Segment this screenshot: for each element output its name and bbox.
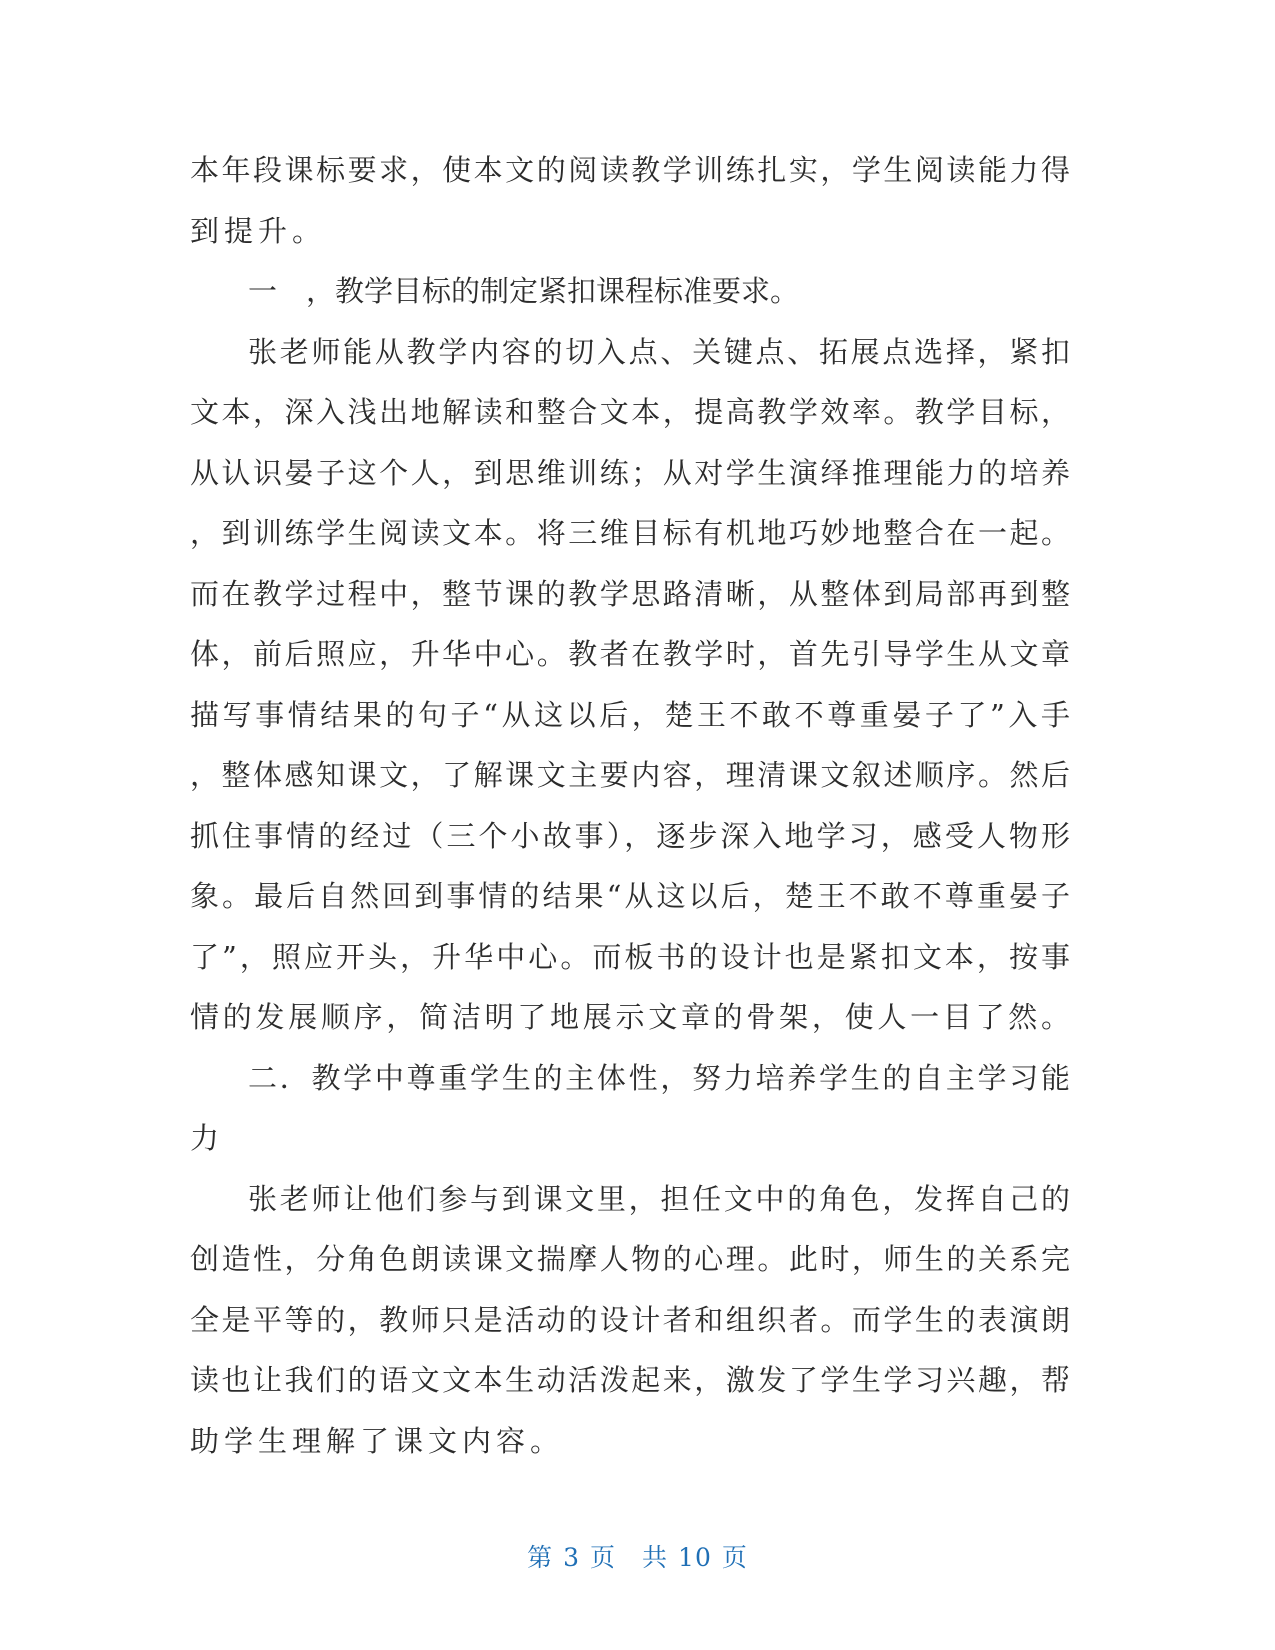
text-line [190,1350,1070,1411]
line-text: 从认识晏子这个人，到思维训练；从对学生演绎推理能力的培养 [190,455,1070,490]
page-number-footer [0,1538,1275,1574]
text-line [190,987,1070,1048]
text-line [190,1229,1070,1290]
section-heading [190,1048,1070,1109]
text-line [190,443,1070,504]
text-line [190,564,1070,625]
text-line [190,503,1070,564]
line-text: ，整体感知课文，了解课文主要内容，理清课文叙述顺序。然后 [190,758,1070,792]
total-page-count: 10 [678,1543,712,1572]
line-text: 一 ，教学目标的制定紧扣课程标准要求。 [248,274,800,308]
text-line [190,866,1070,927]
line-text: 而在教学过程中，整节课的教学思路清晰，从整体到局部再到整 [190,576,1070,611]
text-line [190,927,1070,988]
line-text: 读也让我们的语文文本生动活泼起来，激发了学生学习兴趣，帮 [190,1363,1070,1397]
text-line [190,1169,1070,1230]
line-text: 全是平等的，教师只是活动的设计者和组织者。而学生的表演朗 [190,1302,1070,1337]
line-text: 力 [190,1121,225,1155]
section-heading-cont [190,1108,1070,1169]
text-line [190,140,1070,201]
text-line [190,382,1070,443]
line-text: 文本，深入浅出地解读和整合文本，提高教学效率。教学目标， [190,395,1070,429]
text-line [190,1290,1070,1351]
footer-suffix: 页 [721,1543,748,1572]
footer-middle: 页 共 [590,1543,669,1572]
text-line [190,201,1070,262]
text-line [190,1411,1070,1472]
footer-prefix: 第 [527,1543,554,1572]
text-line [190,322,1070,383]
line-text: ，到训练学生阅读文本。将三维目标有机地巧妙地整合在一起。 [190,516,1070,550]
text-line [190,806,1070,867]
text-line [190,745,1070,806]
line-text: 本年段课标要求，使本文的阅读教学训练扎实，学生阅读能力得 [190,153,1070,187]
line-text: 情的发展顺序，简洁明了地展示文章的骨架，使人一目了然。 [190,1000,1070,1034]
line-text: 了”，照应开头，升华中心。而板书的设计也是紧扣文本，按事 [190,939,1070,974]
line-text: 到提升。 [190,213,327,248]
line-text: 张老师能从教学内容的切入点、关键点、拓展点选择，紧扣 [248,334,1070,369]
line-text: 助学生理解了课文内容。 [190,1423,565,1458]
current-page-number: 3 [563,1543,581,1572]
line-text: 象。最后自然回到事情的结果“从这以后，楚王不敢不尊重晏子 [190,879,1070,913]
text-line [190,624,1070,685]
line-text: 创造性，分角色朗读课文揣摩人物的心理。此时，师生的关系完 [190,1242,1070,1276]
text-line [190,685,1070,746]
section-heading [190,261,1070,322]
line-text: 抓住事情的经过（三个小故事），逐步深入地学习，感受人物形 [190,818,1070,853]
line-text: 描写事情结果的句子“从这以后，楚王不敢不尊重晏子了”入手 [190,697,1070,732]
line-text: 张老师让他们参与到课文里，担任文中的角色，发挥自己的 [248,1181,1070,1216]
line-text: 二．教学中尊重学生的主体性，努力培养学生的自主学习能 [248,1060,1070,1095]
line-text: 体，前后照应，升华中心。教者在教学时，首先引导学生从文章 [190,637,1070,671]
document-body [190,140,1070,1471]
